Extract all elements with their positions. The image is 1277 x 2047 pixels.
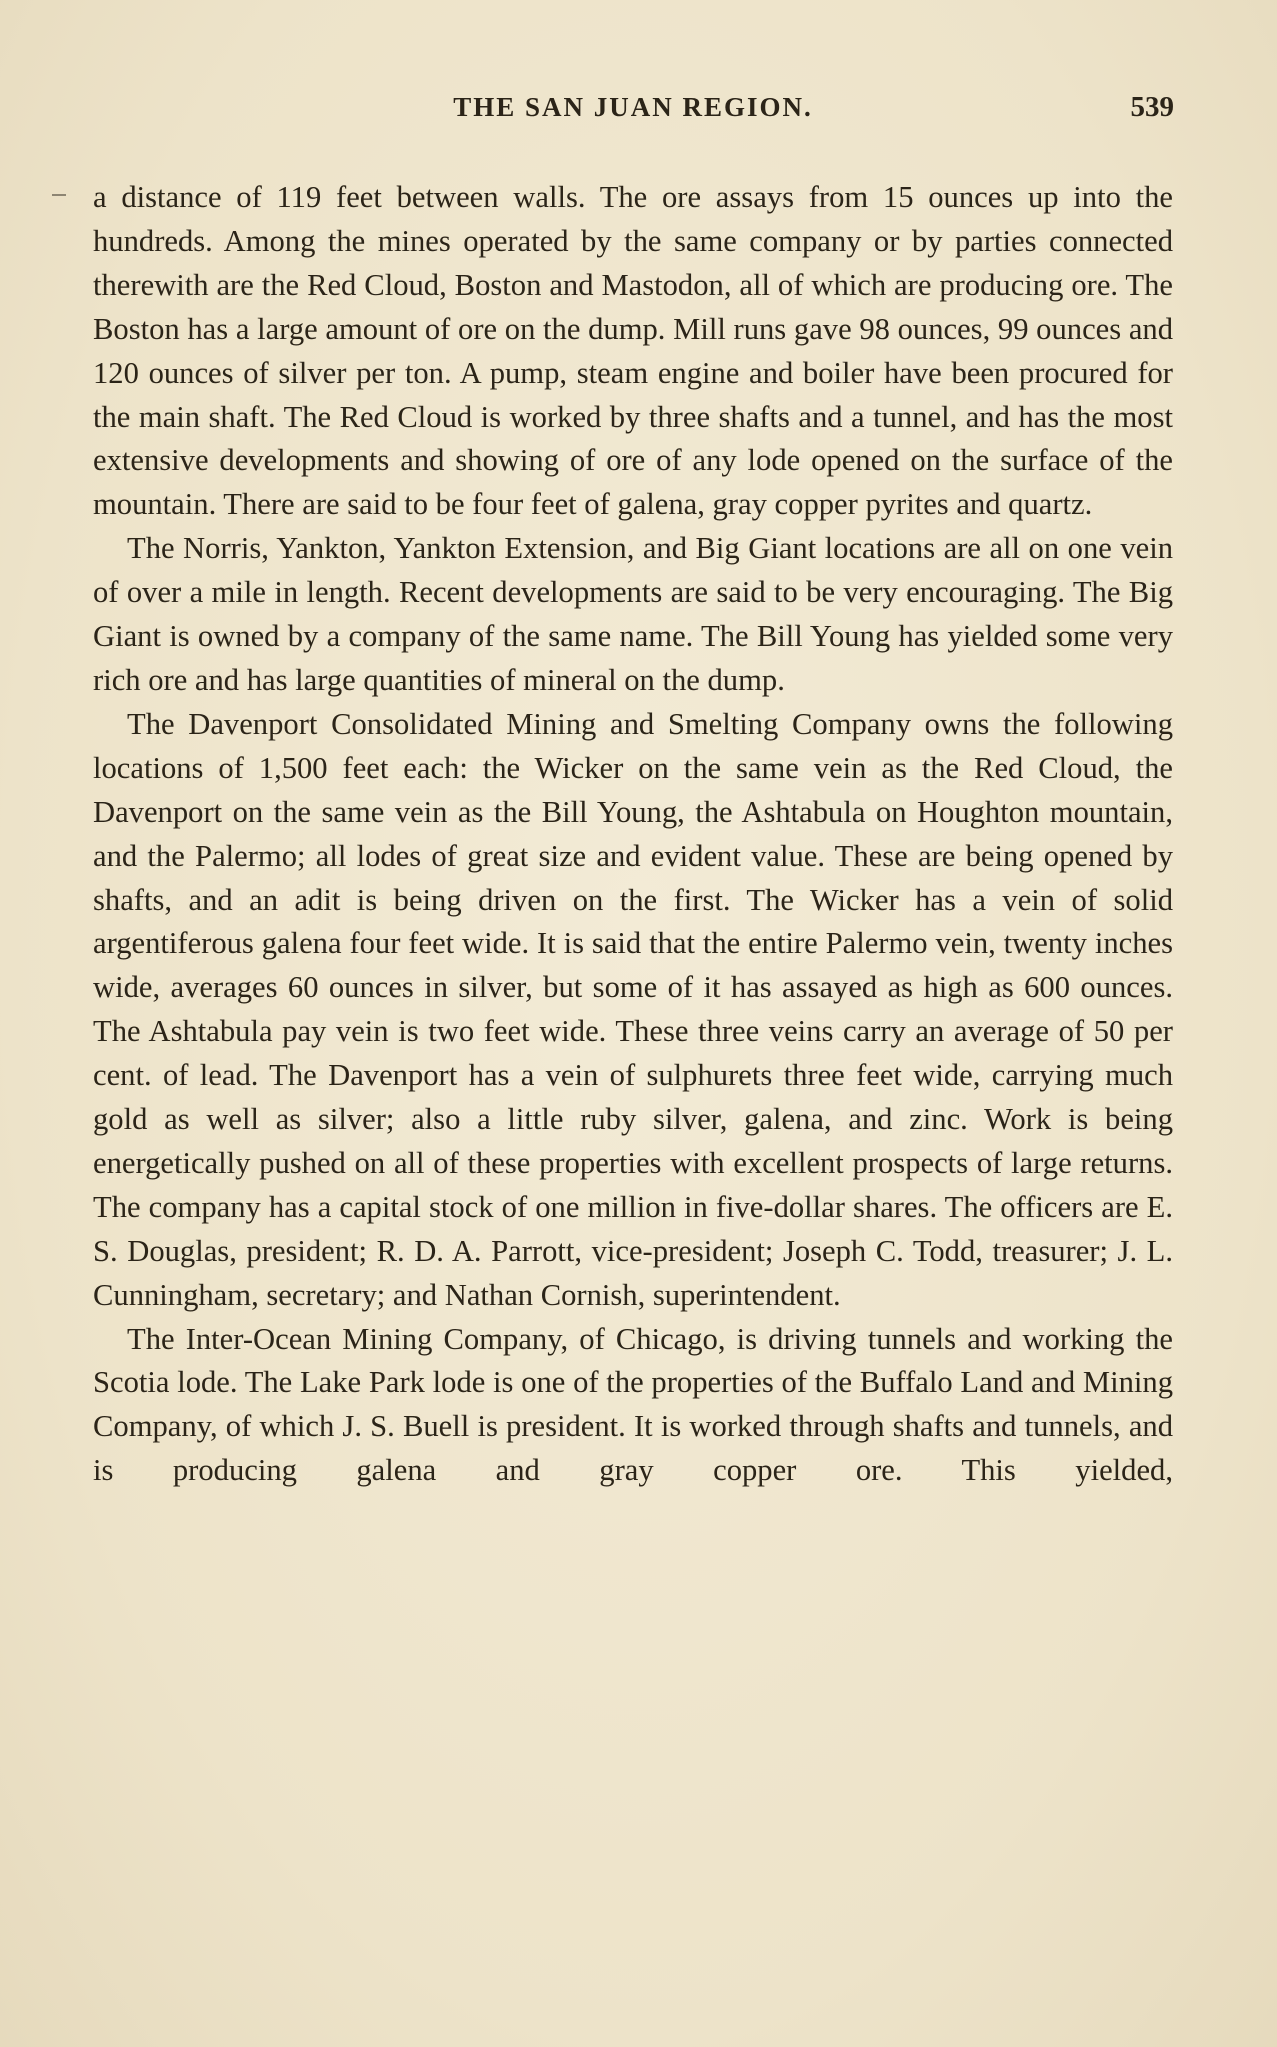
paragraph-davenport-consolidated: The Davenport Consolidated Mining and Smelting Company owns the following locations of 1,500 feet each: the Wicker on the same vein as the Red Cloud, the Davenport on the same vein as the Bill Young, the Ashtabula on Houghton mountain, and the Palermo; all lodes of great size and evident value. These are being opened by shafts, and an adit is being driven on the first. The Wicker has a vein of solid argentiferous galena four feet wide. It is said that the entire Palermo vein, twenty inches wide, averages 60 ounces in silver, but some of it has assayed as high as 600 ounces. The Ashtabula pay vein is two feet wide. These three veins carry an average of 50 per cent. of lead. The Davenport has a vein of sulphurets three feet wide, carrying much gold as well as silver; also a little ruby silver, galena, and zinc. Work is being energetically pushed on all of these properties with excellent prospects of large returns. The company has a capital stock of one million in five-dollar shares. The officers are E. S. Douglas, president; R. D. A. Parrott, vice-president; Joseph C. Todd, treasurer; J. L. Cunningham, secretary; and Nathan Cornish, superintendent. <box>93 706 1173 1312</box>
paragraph-norris-yankton: The Norris, Yankton, Yankton Extension, and Big Giant locations are all on one vein of over a mile in length. Recent developments are said to be very encouraging. The Big Giant is owned by a company of the same name. The Bill Young has yielded some very rich ore and has large quantities of mineral on the dump. <box>93 531 1173 697</box>
body-text <box>93 176 1173 1493</box>
running-title: THE SAN JUAN REGION. <box>453 92 813 122</box>
margin-mark <box>52 194 66 196</box>
page-number: 539 <box>1130 91 1174 123</box>
paragraph-continued: a distance of 119 feet between walls. The ore assays from 15 ounces up into the hundreds. Among the mines operated by the same company or by parties connected therewith are the Red Cloud, Boston and Mastodon, all of which are producing ore. The Boston has a large amount of ore on the dump. Mill runs gave 98 ounces, 99 ounces and 120 ounces of silver per ton. A pump, steam engine and boiler have been procured for the main shaft. The Red Cloud is worked by three shafts and a tunnel, and has the most extensive developments and showing of ore of any lode opened on the surface of the mountain. There are said to be four feet of galena, gray copper pyrites and quartz. <box>93 180 1173 522</box>
paragraph-inter-ocean: The Inter-Ocean Mining Company, of Chicago, is driving tunnels and working the Scotia lode. The Lake Park lode is one of the properties of the Buffalo Land and Mining Company, of which J. S. Buell is president. It is worked through shafts and tunnels, and is producing galena and gray copper ore. This yielded, <box>93 1321 1173 1488</box>
